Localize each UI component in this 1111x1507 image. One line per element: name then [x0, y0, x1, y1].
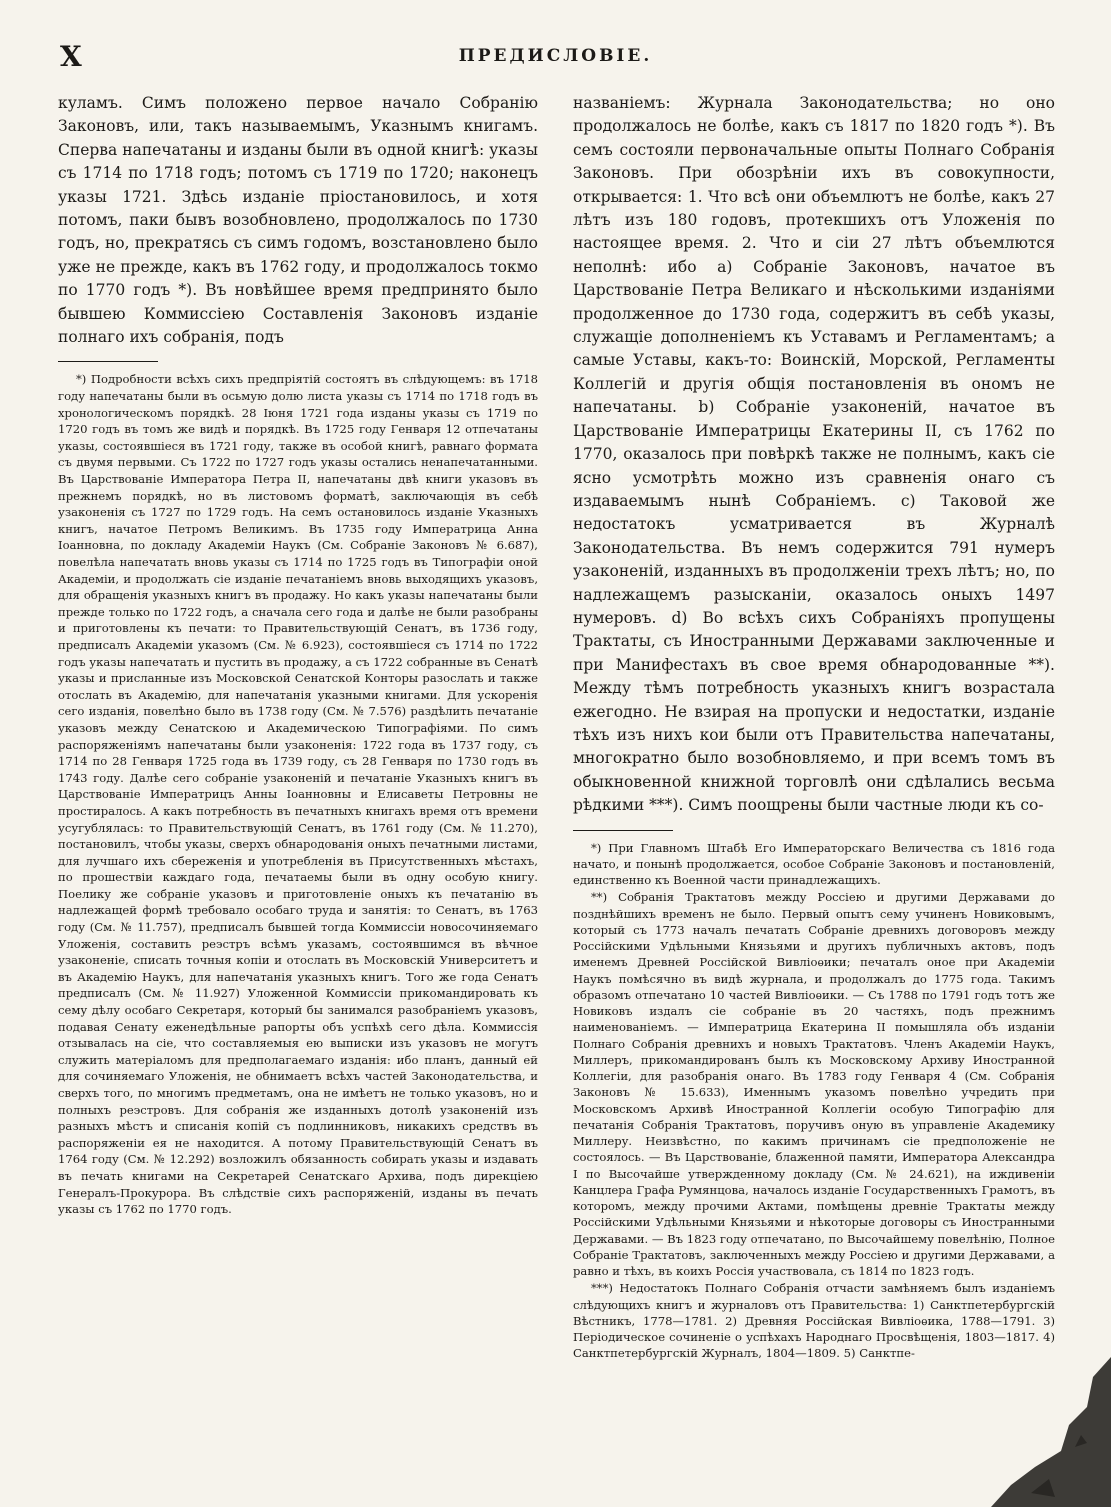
footnote-3: ***) Недостатокъ Полнаго Собранія отчасти замѣняемъ былъ изданіемъ слѣдующихъ книгъ и журналовъ отъ Правительства: 1) Санктпетербургскій Вѣстникъ, 1778—1781. 2) Древняя Россійская Вивліоѳика, 1788—1791. 3) Періодическое сочиненіе о успѣхахъ Народнаго Просвѣщенія, 1803—1817. 4) Санктпетербургскій Журналъ, 1804—1809. 5) Санктпе- [573, 1281, 1055, 1361]
left-column [58, 92, 538, 1219]
right-body-paragraph: названіемъ: Журнала Законодательства; но оно продолжалось не болѣе, какъ съ 1817 по 1820 годъ *). Въ семъ состояли первоначальные опыты Полнаго Собранія Законовъ. При обозрѣніи ихъ въ совокупности, открывается: 1. Что всѣ они объемлютъ не болѣе, какъ 27 лѣтъ изъ 180 годовъ, протекшихъ отъ Уложенія по настоящее время. 2. Что и сіи 27 лѣтъ объемлются неполнѣ: ибо a) Собраніе Законовъ, начатое въ Царствованіе Петра Великаго и нѣсколькими изданіями продолженное до 1730 года, содержитъ въ себѣ указы, служащіе дополненіемъ къ Уставамъ и Регламентамъ; а самые Уставы, какъ-то: Воинскій, Морской, Регламенты Коллегій и другія общія постановленія въ ономъ не напечатаны. b) Собраніе узаконеній, начатое въ Царствованіе Императрицы Екатерины II, съ 1762 по 1770, оказалось при повѣркѣ также не полнымъ, какъ сіе ясно усмотрѣть можно изъ сравненія онаго съ издаваемымъ нынѣ Собраніемъ. c) Таковой же недостатокъ усматривается въ Журналѣ Законодательства. Въ немъ содержится 791 нумеръ узаконеній, изданныхъ въ продолженіи трехъ лѣтъ; но, по надлежащемъ разысканіи, оказалось оныхъ 1497 нумеровъ. d) Во всѣхъ сихъ Собраніяхъ пропущены Трактаты, съ Иностранными Державами заключенные и при Манифестахъ въ свое время обнародованные **). Между тѣмъ потребность указныхъ книгъ возрастала ежегодно. Не взирая на пропуски и недостатки, изданіе тѣхъ изъ нихъ кои были отъ Правительства напечатаны, многократно было возобновляемо, и при всемъ томъ въ обыкновенной книжной торговлѣ они сдѣлались весьма рѣдкими ***). Симъ поощрены были частные люди къ со- [573, 94, 1055, 815]
footnote-left: *) Подробности всѣхъ сихъ предпріятій состоятъ въ слѣдующемъ: въ 1718 году напечатаны были въ осьмую долю листа указы съ 1714 по 1718 годъ въ хронологическомъ порядкѣ. 28 Іюня 1721 года изданы указы съ 1719 по 1720 годъ въ томъ же видѣ и порядкѣ. Въ 1725 году Генваря 12 отпечатаны указы, состоявшіеся въ 1721 году, также въ особой книгѣ, равнаго формата съ двумя первыми. Съ 1722 по 1727 годъ указы остались ненапечатанными. Въ Царствованіе Императора Петра II, напечатаны двѣ книги указовъ въ прежнемъ порядкѣ, но въ листовомъ форматѣ, заключающія въ себѣ узаконенія съ 1727 по 1729 годъ. На семъ остановилось изданіе Указныхъ книгъ, начатое Петромъ Великимъ. Въ 1735 году Императрица Анна Іоанновна, по докладу Академіи Наукъ (См. Собраніе Законовъ № 6.687), повелѣла напечатать вновь указы съ 1714 по 1725 годъ въ Типографіи оной Академіи, и продолжать сіе изданіе печатаніемъ вновь выходящихъ указовъ, для обращенія указныхъ книгъ въ продажу. Но какъ указы напечатаны были прежде только по 1722 годъ, а сначала сего года и далѣе не были разобраны и приготовлены къ печати: то Правительствующій Сенатъ, въ 1736 году, предписалъ Академіи указомъ (См. № 6.923), состоявшіеся съ 1714 по 1722 годъ указы напечатать и пустить въ продажу, а съ 1722 собранные въ Сенатѣ указы и присланные изъ Московской Сенатской Конторы разослать и также отослать въ Академію, для напечатанія указными книгами. Для ускоренія сего изданія, повелѣно было въ 1738 году (См. № 7.576) раздѣлить печатаніе указовъ между Сенатскою и Академическою Типографіями. По симъ распоряженіямъ напечатаны были узаконенія: 1722 года въ 1737 году, съ 1714 по 28 Генваря 1725 года въ 1739 году, съ 28 Генваря по 1730 годъ въ 1743 году. Далѣе сего собраніе узаконеній и печатаніе Указныхъ книгъ въ Царствованіе Императрицъ Анны Іоанновны и Елисаветы Петровны не простиралось. А какъ потребность въ печатныхъ книгахъ время отъ времени усугублялась: то Правительствующій Сенатъ, въ 1761 году (См. № 11.270), постановилъ, чтобы указы, сверхъ обнародованія оныхъ печатными листами, для лучшаго ихъ сбереженія и употребленія въ Присутственныхъ мѣстахъ, по прошествіи каждаго года, печатаемы были въ одну особую книгу. Поелику же собраніе указовъ и приготовленіе оныхъ къ печатанію въ надлежащей формѣ требовало особаго труда и занятія: то Сенатъ, въ 1763 году (См. № 11.757), предписалъ бывшей тогда Коммиссіи новосочиняемаго Уложенія, составить реэстръ всѣмъ указамъ, состоявшимся въ вѣчное узаконеніе, списать точныя копіи и отослать въ Московскій Университетъ и въ Академію Наукъ, для напечатанія указныхъ книгъ. Того же года Сенатъ предписалъ (См. № 11.927) Уложенной Коммиссіи прикомандировать къ сему дѣлу особаго Секретаря, который бы занимался разобраніемъ указовъ, подавая Сенату еженедѣльные рапорты объ успѣхѣ сего дѣла. Коммиссія отзывалась на сіе, что составляемыя ею выписки изъ указовъ не могутъ служить матеріаломъ для предполагаемаго изданія: ибо планъ, данный ей для сочиняемаго Уложенія, не обнимаетъ всѣхъ частей Законодательства, и сверхъ того, по многимъ предметамъ, она не имѣетъ не только указовъ, но и полныхъ реэстровъ. Для собранія же изданныхъ дотолѣ узаконеній изъ разныхъ мѣстъ и списанія копій съ подлинниковъ, никакихъ средствъ въ распоряженіи ея не находится. А потому Правительствующій Сенатъ въ 1764 году (См. № 12.292) возложилъ обязанность собирать указы и издавать въ печать книгами на Секретарей Сенатскаго Архива, подъ дирекціею Генералъ-Прокурора. Въ слѣдствіе сихъ распоряженій, изданы въ печать указы съ 1762 по 1770 годъ. [58, 372, 538, 1217]
footnote-1: *) При Главномъ Штабѣ Его Императорскаго Величества съ 1816 года начато, и понынѣ продолжается, особое Собраніе Законовъ и постановленій, единственно къ Военной части принадлежащихъ. [573, 840, 1055, 888]
footnote-rule [573, 830, 673, 831]
footnote-2: **) Собранія Трактатовъ между Россіею и другими Державами до позднѣйшихъ временъ не было. Первый опытъ сему учиненъ Новиковымъ, который съ 1773 началъ печатать Собраніе древнихъ договоровъ между Россійскими Удѣльными Князьями и другихъ публичныхъ актовъ, подъ именемъ Древней Россійской Вивліоѳики; печаталъ оное при Академіи Наукъ помѣсячно въ видѣ журнала, и продолжалъ до 1775 года. Такимъ образомъ отпечатано 10 частей Вивліоѳики. — Съ 1788 по 1791 годъ тотъ же Новиковъ издалъ сіе собраніе въ 20 частяхъ, подъ прежнимъ наименованіемъ. — Императрица Екатерина II помышляла объ изданіи Полнаго Собранія древнихъ и новыхъ Трактатовъ. Членъ Академіи Наукъ, Миллеръ, прикомандированъ былъ къ Московскому Архиву Иностранной Коллегіи, для разобранія онаго. Въ 1783 году Генваря 4 (См. Собранія Законовъ № 15.633), Именнымъ указомъ повелѣно учредить при Московскомъ Архивѣ Иностранной Коллегіи особую Типографію для печатанія Собранія Трактатовъ, поручивъ оную въ управленіе Академику Миллеру. Неизвѣстно, по какимъ причинамъ сіе предположеніе не состоялось. — Въ Царствованіе, блаженной памяти, Императора Александра I по Высочайше утвержденному докладу (См. № 24.621), на иждивеніи Канцлера Графа Румянцова, началось изданіе Государственныхъ Грамотъ, въ которомъ, между прочими Актами, помѣщены древніе Трактаты между Россійскими Удѣльными Князьями и нѣкоторые договоры съ Иностранными Державами. — Въ 1823 году отпечатано, по Высочайшему повелѣнію, Полное Собраніе Трактатовъ, заключенныхъ между Россіею и другими Державами, а равно и тѣхъ, въ коихъ Россія участвовала, съ 1814 по 1823 годъ. [573, 890, 1056, 1279]
page-damage-mark [991, 1347, 1111, 1507]
footnote-rule [58, 361, 158, 362]
left-body [58, 92, 538, 349]
running-head: ПРЕДИСЛОВІЕ. [458, 46, 653, 66]
right-body [573, 92, 1055, 818]
right-column [573, 92, 1055, 1363]
left-body-paragraph: куламъ. Симъ положено первое начало Собранію Законовъ, или, такъ называемымъ, Указнымъ книгамъ. Сперва напечатаны и изданы были въ одной книгѣ: указы съ 1714 по 1718 годъ; потомъ съ 1719 по 1720; наконецъ указы 1721. Здѣсь изданіе пріостановилось, и хотя потомъ, паки бывъ возобновлено, продолжалось по 1730 годъ, но, прекратясь съ симъ годомъ, возстановлено было уже не прежде, какъ въ 1762 году, и продолжалось токмо по 1770 годъ *). Въ новѣйшее время предпринято было бывшею Коммиссіею Составленія Законовъ изданіе полнаго ихъ собранія, подъ [58, 94, 538, 347]
page-number: X [60, 40, 83, 73]
